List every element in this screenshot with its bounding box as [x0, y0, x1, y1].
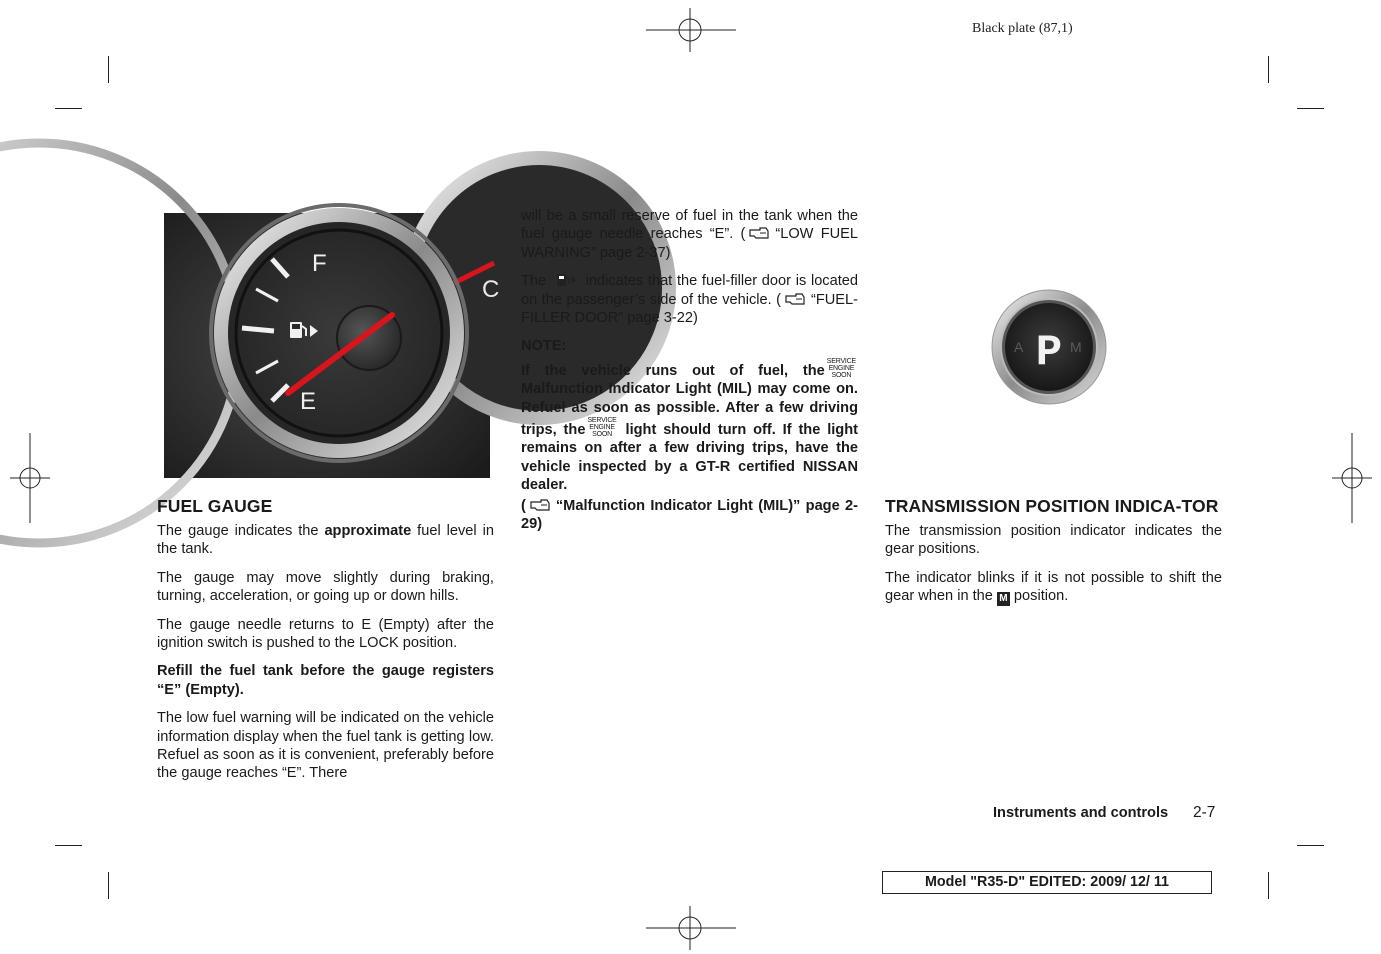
service-engine-soon-icon: [587, 417, 616, 438]
note-heading: NOTE:: [521, 338, 567, 355]
fuel-gauge-paragraph-1: [157, 522, 494, 559]
text-run: light should turn off. If the light remains on after a few driving trips, have the vehicle inspected by a GT-R certified NISSAN dealer.: [521, 422, 858, 494]
registration-mark-left: [10, 433, 50, 523]
gear-display-char: P: [1035, 328, 1063, 378]
ses-line: ENGINE: [828, 364, 855, 372]
transmission-paragraph-2: [885, 569, 1222, 606]
pointing-hand-icon: [784, 292, 808, 306]
fuel-gauge-paragraph-3: The gauge needle returns to E (Empty) after the ignition switch is pushed to the LOCK position.: [157, 616, 494, 652]
text-run: (: [521, 497, 526, 514]
low-fuel-paragraph: The low fuel warning will be indicated on the vehicle information display when the fuel tank is getting low. Refuel as soon as it is convenient, preferably before the gauge reaches “E”. There: [157, 710, 494, 782]
cross-reference-link[interactable]: “Malfunction Indicator Light (MIL)” page 2-29): [521, 497, 858, 533]
auto-mode-char: A: [1014, 339, 1024, 355]
text-run: The: [521, 273, 547, 290]
manual-mode-badge: M: [997, 592, 1010, 606]
pointing-hand-icon: [529, 498, 553, 512]
transmission-heading: TRANSMISSION POSITION INDICA-TOR: [885, 496, 1219, 516]
text-run: will be a small reserve of fuel in the tank when the fuel gauge needle reaches “E”. (: [521, 208, 858, 243]
transmission-paragraph-1: The transmission position indicator indicates the gear positions.: [885, 523, 1222, 558]
section-footer: Instruments and controls: [993, 805, 1169, 821]
text-run: The gauge indicates the: [157, 523, 325, 539]
manual-mode-char: M: [1070, 339, 1082, 355]
fuel-pump-arrow-icon: [554, 272, 578, 288]
fuel-gauge-section: [157, 497, 494, 793]
fuel-gauge-figure: [164, 213, 500, 478]
registration-mark-top: [646, 8, 736, 52]
right-gauge-mark: C: [482, 276, 500, 303]
fuel-gauge-paragraph-2: The gauge may move slightly during braking, turning, acceleration, or going up or down hills.: [157, 569, 494, 605]
refill-warning: Refill the fuel tank before the gauge registers “E” (Empty).: [157, 663, 494, 698]
ses-line: ENGINE: [589, 424, 615, 432]
text-run: position.: [1013, 588, 1069, 605]
fuel-continued-section: [521, 207, 858, 544]
pointing-hand-icon: [748, 226, 772, 240]
note-body: [521, 358, 858, 495]
transmission-indicator-figure: [990, 288, 1108, 406]
text-run: If the vehicle runs out of fuel, the: [521, 362, 825, 379]
page-number: 2-7: [1193, 804, 1216, 821]
fuel-filler-door-paragraph: [521, 272, 858, 327]
note-reference: [521, 497, 858, 534]
cross-reference-link[interactable]: “LOW FUEL WARNING” page 2-37): [521, 226, 858, 261]
model-edit-box: Model "R35-D" EDITED: 2009/ 12/ 11: [882, 871, 1212, 894]
registration-mark-right: [1332, 433, 1372, 523]
text-run: Malfunction Indicator Light (MIL) may come on. Refuel as soon as possible. After a few driving trips, the: [521, 381, 858, 439]
text-run: indicates that the fuel-filler door is located on the passenger’s side of the vehicle. (: [521, 273, 859, 308]
text-run: The indicator blinks if it is not possible to shift the gear when in the: [885, 569, 1222, 605]
cross-reference-link[interactable]: “FUEL-FILLER DOOR” page 3-22): [521, 291, 858, 327]
ses-line: SERVICE: [587, 417, 617, 425]
ses-line: SOON: [592, 431, 612, 439]
ses-line: SERVICE: [826, 357, 856, 365]
transmission-section: [885, 497, 1222, 616]
plate-label: Black plate (87,1): [972, 21, 1073, 36]
ses-line: SOON: [831, 371, 852, 379]
low-fuel-continued: [521, 207, 858, 262]
fuel-empty-mark: E: [300, 388, 317, 415]
service-engine-soon-icon: [827, 358, 856, 379]
registration-mark-bottom: [646, 906, 736, 950]
emphasis-approximate: approximate: [324, 523, 412, 539]
fuel-gauge-heading: FUEL GAUGE: [157, 496, 273, 516]
fuel-full-mark: F: [312, 250, 327, 277]
text-run: fuel level in the tank.: [157, 523, 494, 558]
